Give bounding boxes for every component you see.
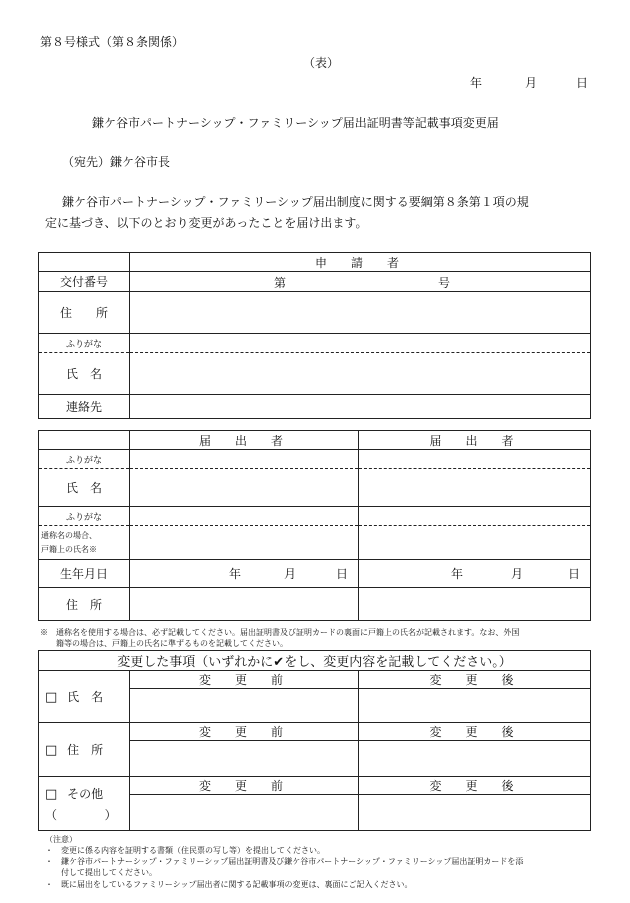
change-item-address-label: 住 所 <box>67 743 104 757</box>
notifier-header-blank <box>39 431 130 450</box>
applicant-header-blank <box>39 253 130 272</box>
notifier1-name-field[interactable] <box>130 469 359 507</box>
applicant-name-field[interactable] <box>130 353 591 395</box>
applicant-contact-label: 連絡先 <box>39 395 130 419</box>
alias-label-line-2: 戸籍上の氏名※ <box>41 545 97 554</box>
applicant-address-label: 住 所 <box>39 292 130 334</box>
notifier-col2-header: 届 出 者 <box>359 431 591 450</box>
notifier-alias-label <box>39 526 130 560</box>
birth2-day-label: 日 <box>567 567 580 581</box>
issue-dai-label: 第 <box>274 276 287 290</box>
name-before-header: 変 更 前 <box>130 671 359 689</box>
notifier1-alias-furigana-field[interactable] <box>130 507 359 526</box>
notes-title: （注意） <box>45 835 77 844</box>
notifier-table <box>38 430 591 621</box>
side-label: （表） <box>303 56 340 70</box>
notifier-address-label: 住 所 <box>39 588 130 621</box>
address-after-header: 変 更 後 <box>359 723 591 741</box>
notifier2-address-field[interactable] <box>359 588 591 621</box>
notifier-furigana-label: ふりがな <box>39 450 130 469</box>
change-item-other[interactable] <box>39 777 130 831</box>
addressee: （宛先）鎌ケ谷市長 <box>62 155 171 169</box>
other-paren-open: （ <box>45 807 58 822</box>
notifier2-alias-field[interactable] <box>359 526 591 560</box>
intro-line-1: 鎌ケ谷市パートナーシップ・ファミリーシップ届出制度に関する要綱第８条第１項の規 <box>62 195 529 209</box>
notes-line-2: ・ 鎌ケ谷市パートナーシップ・ファミリーシップ届出証明書及び鎌ケ谷市パートナーシップ・ファミリーシップ届出証明カードを添 <box>45 857 524 866</box>
form-number: 第８号様式（第８条関係） <box>40 35 185 49</box>
applicant-name-label: 氏 名 <box>39 353 130 395</box>
change-item-name[interactable] <box>39 671 130 723</box>
name-after-field[interactable] <box>359 689 591 723</box>
applicant-furigana-label: ふりがな <box>39 334 130 353</box>
notifier-name-label: 氏 名 <box>39 469 130 507</box>
change-table <box>38 650 591 831</box>
birth2-year-label: 年 <box>450 567 463 581</box>
notifier-alias-furigana-label: ふりがな <box>39 507 130 526</box>
birth2-month-label: 月 <box>510 567 523 581</box>
notifier1-address-field[interactable] <box>130 588 359 621</box>
date-month-label: 月 <box>525 76 538 90</box>
issue-number-label: 交付番号 <box>39 272 130 292</box>
birth1-day-label: 日 <box>335 567 348 581</box>
notifier2-furigana-field[interactable] <box>359 450 591 469</box>
birth1-year-label: 年 <box>228 567 241 581</box>
applicant-header: 申 請 者 <box>130 253 591 272</box>
change-item-address[interactable] <box>39 723 130 777</box>
intro-line-2: 定に基づき、以下のとおり変更があったことを届け出ます。 <box>45 216 368 230</box>
notifier1-alias-field[interactable] <box>130 526 359 560</box>
other-paren-close: ） <box>104 807 117 822</box>
name-after-header: 変 更 後 <box>359 671 591 689</box>
change-item-other-label: その他 <box>67 786 104 801</box>
checkbox-name[interactable]: □ <box>45 690 58 705</box>
notifier2-birthdate-field[interactable] <box>359 560 591 588</box>
other-after-field[interactable] <box>359 795 591 831</box>
other-before-field[interactable] <box>130 795 359 831</box>
name-before-field[interactable] <box>130 689 359 723</box>
notifier2-name-field[interactable] <box>359 469 591 507</box>
alias-label-line-1: 通称名の場合、 <box>41 531 97 540</box>
issue-go-label: 号 <box>438 276 451 290</box>
checkbox-address[interactable]: □ <box>45 743 58 758</box>
notifier-col1-header: 届 出 者 <box>130 431 359 450</box>
change-table-header: 変更した事項（いずれかに✔をし、変更内容を記載してください。） <box>39 651 591 671</box>
notifier2-alias-furigana-field[interactable] <box>359 507 591 526</box>
address-before-header: 変 更 前 <box>130 723 359 741</box>
applicant-address-field[interactable] <box>130 292 591 334</box>
birth1-month-label: 月 <box>283 567 296 581</box>
address-before-field[interactable] <box>130 741 359 777</box>
notes-line-3: 付して提出してください。 <box>45 868 157 877</box>
birthdate-label: 生年月日 <box>39 560 130 588</box>
notifier1-furigana-field[interactable] <box>130 450 359 469</box>
notes-line-1: ・ 変更に係る内容を証明する書類（住民票の写し等）を提出してください。 <box>45 846 325 855</box>
applicant-table <box>38 252 591 419</box>
footnote-line-1: ※ 通称名を使用する場合は、必ず記載してください。届出証明書及び証明カードの裏面に戸籍上の氏名が記載されます。なお、外国 <box>40 628 520 637</box>
checkbox-other[interactable]: □ <box>45 786 58 802</box>
applicant-furigana-field[interactable] <box>130 334 591 353</box>
other-before-header: 変 更 前 <box>130 777 359 795</box>
address-after-field[interactable] <box>359 741 591 777</box>
change-item-name-label: 氏 名 <box>67 690 104 704</box>
applicant-contact-field[interactable] <box>130 395 591 419</box>
issue-number-field[interactable] <box>130 272 591 292</box>
document-title: 鎌ケ谷市パートナーシップ・ファミリーシップ届出証明書等記載事項変更届 <box>92 116 499 130</box>
notifier1-birthdate-field[interactable] <box>130 560 359 588</box>
notes-line-4: ・ 既に届出をしているファミリーシップ届出者に関する記載事項の変更は、裏面にご記入ください。 <box>45 880 413 889</box>
date-day-label: 日 <box>576 76 589 90</box>
date-year-label: 年 <box>470 76 483 90</box>
other-after-header: 変 更 後 <box>359 777 591 795</box>
footnote-line-2: 籍等の場合は、戸籍上の氏名に準ずるものを記載してください。 <box>40 639 288 648</box>
